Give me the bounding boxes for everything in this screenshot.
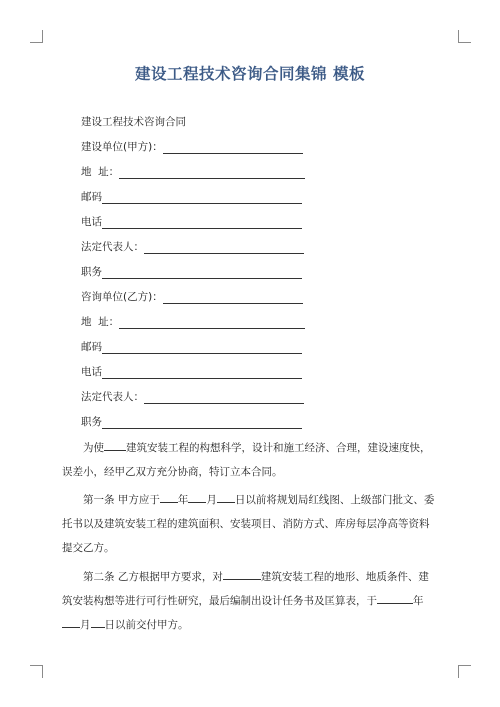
party-a-address-blank[interactable] [119, 164, 305, 179]
article-1-part-1: 第一条 甲方应于 [83, 494, 160, 506]
article-2-part-3: 日以前交付甲方。 [104, 619, 189, 631]
party-a-address-line [81, 160, 424, 185]
party-a-postcode-line [81, 185, 424, 210]
party-b-unit-label: 咨询单位(乙方)： [81, 291, 163, 303]
party-a-postcode-label: 邮码 [81, 191, 102, 203]
party-b-postcode-line [81, 335, 424, 360]
party-a-postcode-blank[interactable] [102, 189, 302, 204]
party-b-address-label: 地 址： [81, 316, 120, 328]
article-2-year-blank[interactable] [377, 591, 413, 604]
party-b-position-label: 职务 [81, 416, 102, 428]
article-2-part-2: 建筑安装工程的地形、地质条件、建筑安装构想等进行可行性研究，最后编制出设计任务书及匡算表，于 [62, 571, 429, 607]
party-a-address-label: 地 址： [81, 166, 120, 178]
crop-mark-top-right [458, 30, 471, 43]
article-2-year-label: 年 [413, 595, 424, 607]
document-title: 建设工程技术咨询合同集锦 模板 [135, 65, 365, 83]
article-2-project-blank[interactable] [223, 567, 261, 580]
party-b-phone-line [81, 360, 424, 385]
party-b-legal-rep-blank[interactable] [144, 389, 304, 404]
article-2-month-label: 月 [80, 619, 91, 631]
crop-mark-bottom-left [30, 665, 43, 678]
party-b-address-line [81, 310, 424, 335]
paragraph-article-1 [62, 488, 438, 560]
contract-heading-line [81, 110, 424, 135]
party-a-position-label: 职务 [81, 266, 102, 278]
party-a-unit-blank[interactable] [163, 139, 303, 154]
party-b-postcode-blank[interactable] [102, 339, 302, 354]
party-b-unit-line [81, 285, 424, 310]
party-info-block [81, 110, 424, 435]
party-a-phone-blank[interactable] [102, 214, 302, 229]
party-b-unit-blank[interactable] [163, 289, 303, 304]
party-b-phone-blank[interactable] [102, 364, 302, 379]
party-a-unit-label: 建设单位(甲方)： [81, 141, 163, 153]
party-b-legal-rep-label: 法定代表人： [81, 391, 144, 403]
party-a-legal-rep-blank[interactable] [144, 239, 304, 254]
project-name-blank[interactable] [104, 438, 126, 451]
party-a-position-line [81, 260, 424, 285]
article-2-text [62, 565, 438, 637]
contract-heading: 建设工程技术咨询合同 [81, 116, 186, 128]
article-2-part-1: 第二条 乙方根据甲方要求，对 [83, 571, 223, 583]
article-1-year-blank[interactable] [160, 490, 178, 503]
party-b-postcode-label: 邮码 [81, 341, 102, 353]
article-1-part-2: 日以前将规划局红线图、上级部门批文、委托书以及建筑安装工程的建筑面积、安装项目、消防方式、库房每层净高等资料提交乙方。 [62, 494, 435, 554]
party-a-phone-label: 电话 [81, 216, 102, 228]
party-a-position-blank[interactable] [102, 264, 302, 279]
paragraph-preamble [62, 436, 438, 484]
party-b-address-blank[interactable] [119, 314, 305, 329]
party-a-legal-rep-label: 法定代表人： [81, 241, 144, 253]
party-b-position-line [81, 410, 424, 435]
article-1-month-label: 月 [206, 494, 217, 506]
preamble-text [62, 436, 438, 484]
party-a-legal-rep-line [81, 235, 424, 260]
party-b-phone-label: 电话 [81, 366, 102, 378]
paragraph-article-2 [62, 565, 438, 637]
article-1-year-label: 年 [177, 494, 189, 506]
party-a-phone-line [81, 210, 424, 235]
article-2-month-blank[interactable] [62, 615, 80, 628]
article-1-text [62, 488, 438, 560]
article-1-month-blank[interactable] [188, 490, 206, 503]
party-b-position-blank[interactable] [102, 414, 302, 429]
party-a-unit-line [81, 135, 424, 160]
article-2-day-blank[interactable] [91, 615, 105, 628]
preamble-part-2: 建筑安装工程的构想科学，设计和施工经济、合理，建设速度快，误差小，经甲乙双方充分协商，特订立本合同。 [62, 442, 431, 478]
article-1-day-blank[interactable] [217, 490, 235, 503]
crop-mark-top-left [30, 30, 43, 43]
preamble-part-1: 为使 [83, 442, 104, 454]
party-b-legal-rep-line [81, 385, 424, 410]
crop-mark-bottom-right [458, 665, 471, 678]
